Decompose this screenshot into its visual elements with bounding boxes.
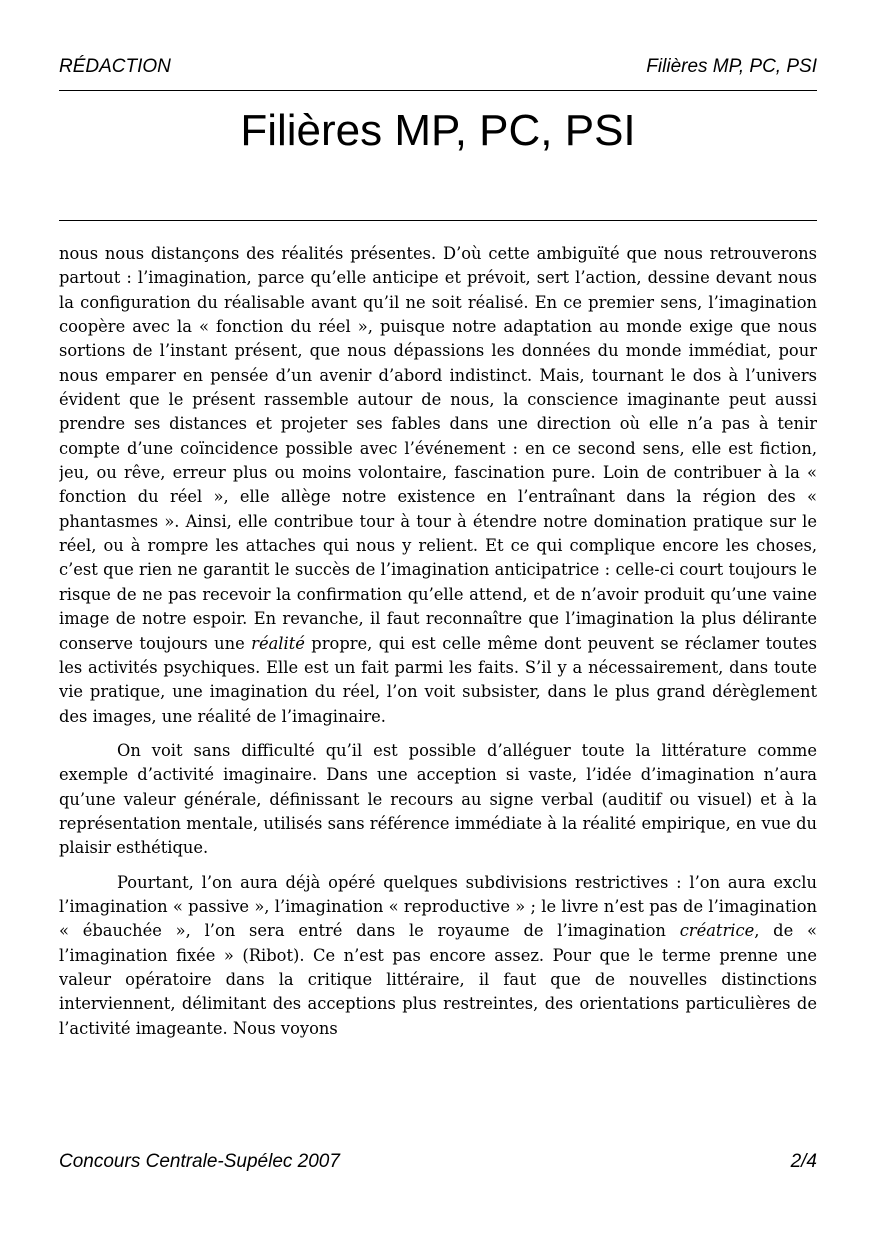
emphasized-text: créatrice — [679, 921, 755, 941]
title-divider — [59, 220, 817, 221]
header-track-label: Filières MP, PC, PSI — [646, 56, 817, 77]
paragraph-text: propre, qui est celle même dont peuvent se réclamer toutes les activités psychiques. Elle est un fait parmi les faits. S’il y a nécessairement, dans toute vie pratique, une imagination du réel, l’on voit subsister, dans le plus grand dérèglement des images, une réalité de l’imaginaire. — [59, 633, 817, 726]
page-header — [59, 56, 817, 82]
page-title: Filières MP, PC, PSI — [240, 106, 636, 155]
paragraph-text: Pourtant, l’on aura déjà opéré quelques subdivisions restrictives : l’on aura exclu l’imagination « passive », l’imagination « reproductive » ; le livre n’est pas de l’imagination « ébauchée », l’on sera entré dans le royaume de l’imagination — [59, 872, 817, 941]
paragraph — [59, 242, 817, 729]
footer-exam-label: Concours Centrale-Supélec 2007 — [59, 1151, 340, 1172]
page-footer — [59, 1151, 817, 1177]
page-number: 2/4 — [790, 1151, 817, 1172]
emphasized-text: réalité — [251, 633, 305, 653]
paragraph-text: , de « l’imagination fixée » (Ribot). Ce n’est pas encore assez. Pour que le terme prenne une valeur opératoire dans la critique littéraire, il faut que de nouvelles distinctions interviennent, délimitant des acceptions plus restreintes, des orientations particulières de l’activité imageante. Nous voyons — [59, 921, 817, 1038]
paragraph — [59, 871, 817, 1041]
body-text — [59, 242, 817, 1134]
paragraph-text: On voit sans difficulté qu’il est possible d’alléguer toute la littérature comme exemple d’activité imaginaire. Dans une acception si vaste, l’idée d’imagination n’aura qu’une valeur générale, définissant le recours au signe verbal (auditif ou visuel) et à la représentation mentale, utilisés sans référence immédiate à la réalité empirique, en vue du plaisir esthétique. — [59, 740, 817, 858]
paragraph — [59, 739, 817, 861]
header-section-label: RÉDACTION — [59, 56, 171, 77]
paragraph-text: nous nous distançons des réalités présentes. D’où cette ambiguïté que nous retrouverons partout : l’imagination, parce qu’elle anticipe et prévoit, sert l’action, dessine devant nous la configuration du réalisable avant qu’il ne soit réalisé. En ce premier sens, l’imagination coopère avec la « fonction du réel », puisque notre adaptation au monde exige que nous sortions de l’instant présent, que nous dépassions les données du monde immédiat, pour nous emparer en pensée d’un avenir d’abord indistinct. Mais, tournant le dos à l’univers évident que le présent rassemble autour de nous, la conscience imaginante peut aussi prendre ses distances et projeter ses fables dans une direction où elle n’a pas à tenir compte d’une coïncidence possible avec l’événement : en ce second sens, elle est fiction, jeu, ou rêve, erreur plus ou moins volontaire, fascination pure. Loin de contribuer à la « fonction du réel », elle allège notre existence en l’entraînant dans la région des « phantasmes ». Ainsi, elle contribue tour à tour à étendre notre domination pratique sur le réel, ou à rompre les attaches qui nous y relient. Et ce qui complique encore les choses, c’est que rien ne garantit le succès de l’imagination anticipatrice : celle-ci court toujours le risque de ne pas recevoir la confirmation qu’elle attend, et de n’avoir produit qu’une vaine image de notre espoir. En revanche, il faut reconnaître que l’imagination la plus délirante conserve toujours une — [59, 244, 817, 653]
header-divider — [59, 90, 817, 91]
